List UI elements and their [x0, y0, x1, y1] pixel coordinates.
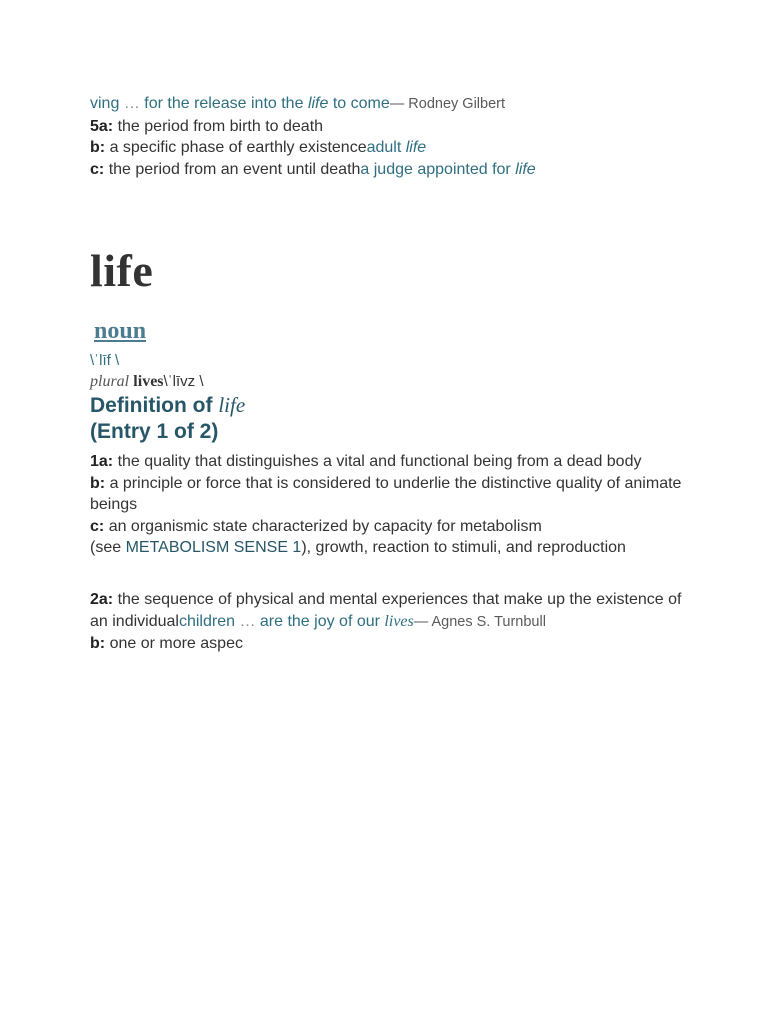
quote-author: — Rodney Gilbert: [389, 96, 506, 112]
sense-text: the period from an event until death: [108, 160, 361, 178]
sense-text: the sequence of physical and mental experiences that make up the existence of an individual: [90, 591, 682, 630]
sense-2a: [90, 589, 690, 633]
plural-line: [90, 373, 204, 391]
sense-text: the period from birth to death: [117, 117, 324, 135]
sense-label: b:: [90, 474, 106, 492]
plural-form: lives: [133, 373, 164, 390]
quote-italic: life: [307, 95, 329, 112]
sense-label: 2a:: [90, 591, 114, 608]
def-title-word: life: [218, 393, 246, 417]
example-text: adult: [366, 139, 402, 156]
sense-label: 5a:: [90, 117, 114, 135]
example-text: a judge appointed for: [360, 160, 511, 178]
def-title-prefix: Definition of: [90, 394, 213, 417]
quote-mid: for the release into the: [144, 95, 304, 112]
sense-label: b:: [90, 139, 106, 156]
example-mid: are the joy of our: [259, 612, 380, 630]
sense-1b: [90, 473, 690, 516]
example-ellipsis: …: [239, 612, 256, 630]
quote-start: ving: [90, 95, 120, 112]
quote-line: [90, 93, 536, 116]
previous-senses: [90, 93, 536, 180]
example-start: children: [178, 612, 235, 630]
sense-1c-see: [90, 537, 690, 559]
sense-1c: [90, 516, 690, 538]
quote-end: to come: [332, 95, 390, 112]
sense-5c: [90, 159, 536, 181]
quote-ellipsis: …: [123, 95, 140, 112]
metabolism-link[interactable]: METABOLISM SENSE 1: [125, 539, 302, 556]
definition-title: [90, 392, 245, 445]
sense-text: a principle or force that is considered to underlie the distinctive quality of animate beings: [90, 474, 682, 513]
example-italic: life: [515, 160, 536, 178]
sense-label: c:: [90, 517, 105, 535]
plural-label: plural: [90, 373, 130, 390]
def-title-entry: (Entry 1 of 2): [90, 420, 219, 443]
sense-label: 1a:: [90, 453, 114, 470]
example-italic: life: [405, 139, 427, 156]
example-author: — Agnes S. Turnbull: [413, 613, 546, 630]
sense-1: [90, 451, 690, 559]
sense-2b: [90, 633, 690, 655]
example-italic: lives: [384, 612, 414, 630]
sense-label: c:: [90, 160, 105, 178]
sense-5b: [90, 137, 536, 159]
plural-pronunciation[interactable]: \ˈlīvz \: [163, 373, 204, 390]
sense-2: [90, 589, 690, 655]
sense-1a: [90, 451, 690, 473]
see-open: (see: [90, 539, 122, 556]
sense-text: the quality that distinguishes a vital and functional being from a dead body: [117, 453, 642, 470]
sense-text: an organismic state characterized by capacity for metabolism: [108, 517, 542, 535]
sense-text: one or more aspec: [109, 635, 243, 652]
sense-5a: [90, 116, 536, 138]
part-of-speech-link[interactable]: noun: [94, 318, 147, 344]
pronunciation[interactable]: \ˈlīf \: [90, 352, 120, 369]
headword: life: [90, 245, 154, 296]
sense-text: a specific phase of earthly existence: [109, 139, 367, 156]
sense-label: b:: [90, 635, 106, 652]
see-rest: ), growth, reaction to stimuli, and reproduction: [301, 539, 626, 556]
